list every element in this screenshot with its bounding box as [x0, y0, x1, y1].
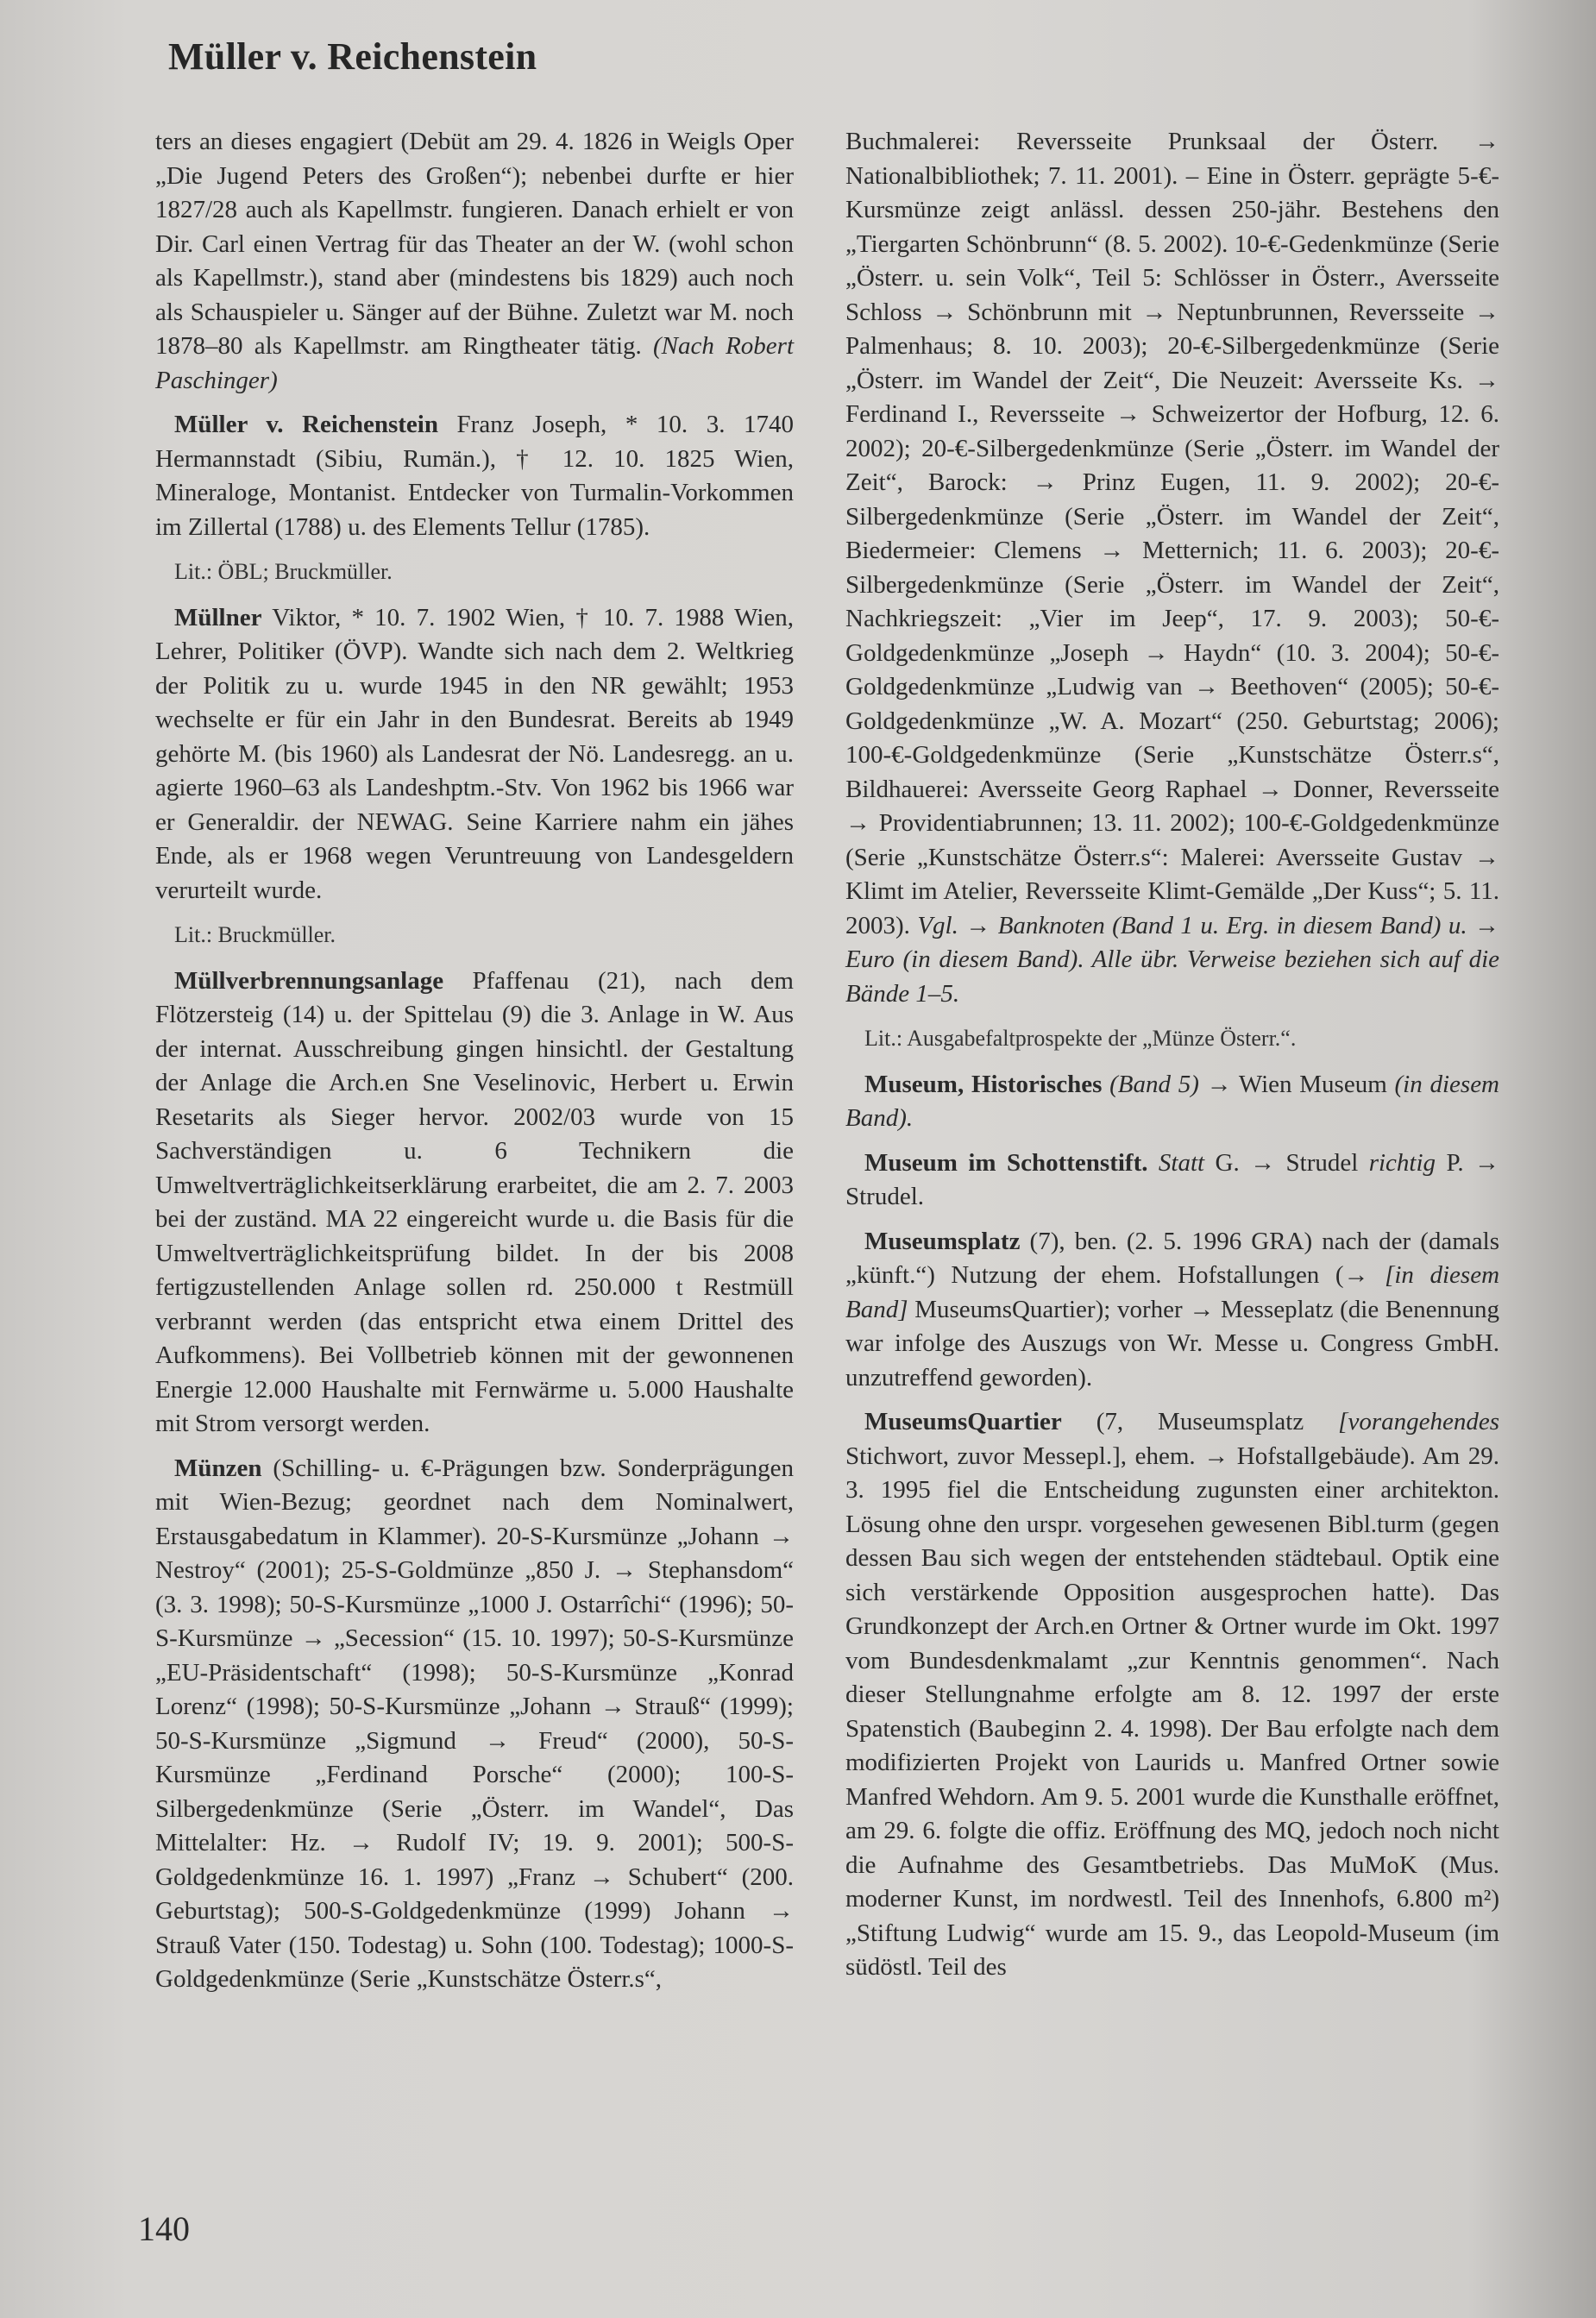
entry-muellverbrennungsanlage — [155, 964, 794, 1442]
continued-text: ters an dieses engagiert (Debüt am 29. 4. 1826 in Weigls Oper „Die Jugend Peters des Großen“); nebenbei durfte er hier 1827/28 auch als Kapellmstr. fungieren. Danach erhielt er von Dir. Carl einen Vertrag für das Theater an der W. (wohl schon als Kapellmstr.), stand aber (mindestens bis 1829) auch noch als Schauspieler u. Sänger auf der Bühne. Zuletzt war M. noch 1878–80 als Kapellmstr. am Ringtheater tätig. — [155, 128, 794, 360]
continued-author: (Nach Robert Paschinger) — [155, 332, 795, 394]
literature-note: Lit.: Ausgabefaltprospekte der „Münze Österr.“. — [864, 1026, 1297, 1051]
literature-note: Lit.: ÖBL; Bruckmüller. — [174, 559, 393, 584]
entry-museumsplatz — [845, 1225, 1499, 1396]
entry-museumsquartier — [845, 1405, 1499, 1985]
entry-text: → Wien Museum — [1206, 1070, 1387, 1098]
cross-reference-note: Vgl. → Banknoten (Band 1 u. Erg. in diesem Band) u. → Euro (in diesem Band). Alle übr. Verweise beziehen sich auf die Bände 1–5. — [845, 911, 1499, 1008]
running-head: Müller v. Reichenstein — [168, 35, 537, 78]
italic-note: (Band 5) — [1109, 1070, 1199, 1098]
headword: Müller v. Reichenstein — [174, 411, 438, 438]
right-column — [845, 125, 1499, 1995]
italic-note: richtig — [1368, 1148, 1436, 1177]
headword: Museum im Schottenstift. — [864, 1148, 1148, 1177]
continued-entry — [155, 125, 794, 398]
continued-entry — [845, 125, 1499, 1011]
left-column — [155, 125, 794, 2007]
entry-text: (Schilling- u. €-Prägungen bzw. Sonderprägungen mit Wien-Bezug; geordnet nach dem Nominalwert, Erstausgabedatum in Klammer). 20-S-Kursmünze „Johann → Nestroy“ (2001); 25-S-Goldmünze „850 J. → Stephansdom“ (3. 3. 1998); 50-S-Kursmünze „1000 J. Ostarrîchi“ (1996); 50-S-Kursmünze → „Secession“ (15. 10. 1997); 50-S-Kursmünze „EU-Präsidentschaft“ (1998); 50-S-Kursmünze „Konrad Lorenz“ (1998); 50-S-Kursmünze „Johann → Strauß“ (1999); 50-S-Kursmünze „Sigmund → Freud“ (2000), 50-S-Kursmünze „Ferdinand Porsche“ (2000); 100-S-Silbergedenkmünze (Serie „Österr. im Wandel“, Das Mittelalter: Hz. → Rudolf IV; 19. 9. 2001); 500-S-Goldgedenkmünze 16. 1. 1997) „Franz → Schubert“ (200. Geburtstag); 500-S-Goldgedenkmünze (1999) Johann → Strauß Vater (150. Todestag) u. Sohn (100. Todestag); 1000-S-Goldgedenkmünze (Serie „Kunstschätze Österr.s“, — [155, 1454, 795, 1993]
entry-text: P. → Strudel. — [845, 1148, 1500, 1210]
entry-text: Stichwort, zuvor Messepl.], ehem. → Hofstallgebäude). Am 29. 3. 1995 fiel die Entscheidung zugunsten einer architekton. Lösung ohne den urspr. vorgesehen gewesenen Bibl.turm (gegen dessen Bau sich wegen der entstehenden städtebaul. Optik eine sich verstärkende Opposition ausgesprochen hatte). Das Grundkonzept der Arch.en Ortner & Ortner wurde im Okt. 1997 vom Bundesdenkmalamt „zur Kenntnis genommen“. Nach dieser Stellungnahme erfolgte am 8. 12. 1997 der erste Spatenstich (Baubeginn 2. 4. 1998). Der Bau erfolgte nach dem modifizierten Projekt von Laurids u. Manfred Ortner sowie Manfred Wehdorn. Am 9. 5. 2001 wurde die Kunsthalle eröffnet, am 29. 6. folgte die offiz. Eröffnung des MQ, jedoch noch nicht die Aufnahme des Gesamtbetriebs. Das MuMoK (Mus. moderner Kunst, im nordwestl. Teil des Innenhofs, 6.800 m²) „Stiftung Ludwig“ wurde am 15. 9., das Leopold-Museum (im südöstl. Teil des — [845, 1442, 1499, 1981]
headword: Museum, Historisches — [864, 1070, 1103, 1098]
italic-note: Statt — [1158, 1148, 1205, 1177]
headword: MuseumsQuartier — [864, 1408, 1062, 1435]
headword: Museumsplatz — [864, 1227, 1021, 1255]
entry-mueller-reichenstein — [155, 408, 794, 544]
entry-muenzen — [155, 1452, 794, 1997]
entry-muellner — [155, 601, 794, 908]
entry-museum-historisches — [845, 1068, 1499, 1136]
entry-text: (7), ben. (2. 5. 1996 GRA) nach der (damals „künft.“) Nutzung der ehem. Hofstallungen (→ — [845, 1227, 1500, 1289]
page-number: 140 — [138, 2209, 190, 2248]
italic-note: [vorangehendes — [1338, 1408, 1499, 1435]
continued-text: Buchmalerei: Reversseite Prunksaal der Österr. → Nationalbibliothek; 7. 11. 2001). – Eine in Österr. geprägte 5-€-Kursmünze zeigt anlässl. dessen 250-jähr. Bestehens den „Tiergarten Schönbrunn“ (8. 5. 2002). 10-€-Gedenkmünze (Serie „Österr. u. sein Volk“, Teil 5: Schlösser in Österr., Aversseite Schloss → Schönbrunn mit → Neptunbrunnen, Reversseite → Palmenhaus; 8. 10. 2003); 20-€-Silbergedenkmünze (Serie „Österr. im Wandel der Zeit“, Die Neuzeit: Aversseite Ks. → Ferdinand I., Reversseite → Schweizertor der Hofburg, 12. 6. 2002); 20-€-Silbergedenkmünze (Serie „Österr. im Wandel der Zeit“, Barock: → Prinz Eugen, 11. 9. 2002); 20-€-Silbergedenkmünze (Serie „Österr. im Wandel der Zeit“, Biedermeier: Clemens → Metternich; 11. 6. 2003); 20-€-Silbergedenkmünze (Serie „Österr. im Wandel der Zeit“, Nachkriegszeit: „Vier im Jeep“, 17. 9. 2003); 50-€-Goldgedenkmünze „Joseph → Haydn“ (10. 3. 2004); 50-€-Goldgedenkmünze „Ludwig van → Beethoven“ (2005); 50-€-Goldgedenkmünze „W. A. Mozart“ (250. Geburtstag; 2006); 100-€-Goldgedenkmünze (Serie „Kunstschätze Österr.s“, Bildhauerei: Aversseite Georg Raphael → Donner, Reversseite → Providentiabrunnen; 13. 11. 2002); 100-€-Goldgedenkmünze (Serie „Kunstschätze Österr.s“: Malerei: Aversseite Gustav → Klimt im Atelier, Reversseite Klimt-Gemälde „Der Kuss“; 5. 11. 2003). — [845, 128, 1499, 939]
entry-text: MuseumsQuartier); vorher → Messeplatz (die Benennung war infolge des Auszugs von Wr. Messe u. Congress GmbH. unzutreffend geworden). — [845, 1295, 1500, 1391]
entry-text: Pfaffenau (21), nach dem Flötzersteig (14) u. der Spittelau (9) die 3. Anlage in W. Aus der internat. Ausschreibung gingen hinsichtl. der Gestaltung der Anlage die Arch.en Sne Veselinovic, Herbert u. Erwin Resetarits als Sieger hervor. 2002/03 wurde von 15 Sachverständigen u. 6 Technikern die Umweltverträglichkeitserklärung erarbeitet, die am 2. 7. 2003 bei der zuständ. MA 22 eingereicht wurde u. die Basis für die Umweltverträglichkeitsprüfung bildet. In der bis 2008 fertigzustellenden Anlage sollen rd. 250.000 t Restmüll verbrannt werden (das entspricht etwa einem Drittel des Aufkommens). Bei Vollbetrieb können mit der gewonnenen Energie 12.000 Haushalte mit Fernwärme u. 5.000 Haushalte mit Strom versorgt werden. — [155, 966, 794, 1437]
headword: Müllverbrennungsanlage — [174, 966, 444, 995]
entry-text: Franz Joseph, * 10. 3. 1740 Hermannstadt (Sibiu, Rumän.), † 12. 10. 1825 Wien, Mineraloge, Montanist. Entdecker von Turmalin-Vorkommen im Zillertal (1788) u. des Elements Tellur (1785). — [155, 411, 795, 541]
headword: Müllner — [174, 603, 262, 631]
entry-text: G. → Strudel — [1215, 1148, 1359, 1177]
entry-text: (7, Museumsplatz — [1096, 1408, 1304, 1435]
headword: Münzen — [174, 1454, 262, 1482]
entry-text: Viktor, * 10. 7. 1902 Wien, † 10. 7. 1988 Wien, Lehrer, Politiker (ÖVP). Wandte sich nach dem 2. Weltkrieg der Politik zu u. wurde 1945 in den NR gewählt; 1953 wechselte er für ein Jahr in den Bundesrat. Bereits ab 1949 gehörte M. (bis 1960) als Landesrat der Nö. Landesregg. an u. agierte 1960–63 als Landeshptm.-Stv. Von 1962 bis 1966 war er Generaldir. der NEWAG. Seine Karriere nahm ein jähes Ende, als er 1968 wegen Veruntreuung von Landesgeldern verurteilt wurde. — [155, 603, 794, 904]
italic-note: [in diesem Band] — [845, 1261, 1500, 1323]
literature-note: Lit.: Bruckmüller. — [174, 922, 336, 947]
entry-museum-schottenstift — [845, 1146, 1499, 1215]
italic-note: (in diesem Band). — [845, 1070, 1500, 1132]
